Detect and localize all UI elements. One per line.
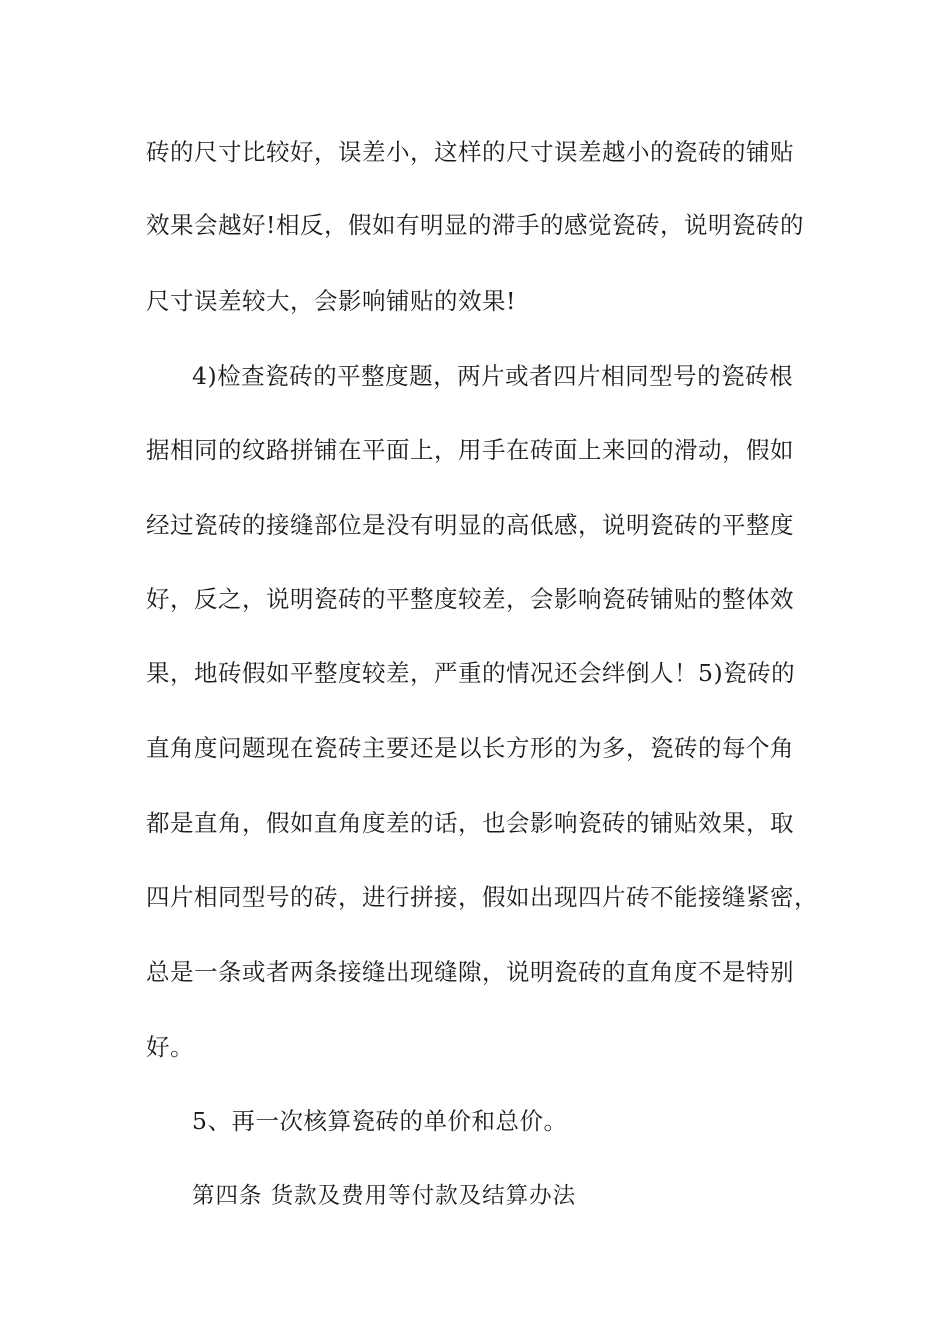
body-text-line: 4)检查瓷砖的平整度题，两片或者四片相同型号的瓷砖根 <box>192 362 794 390</box>
body-text-line: 砖的尺寸比较好，误差小，这样的尺寸误差越小的瓷砖的铺贴 <box>146 138 794 166</box>
body-text-line: 5、再一次核算瓷砖的单价和总价。 <box>192 1107 568 1135</box>
body-text-line: 总是一条或者两条接缝出现缝隙，说明瓷砖的直角度不是特别 <box>146 958 794 986</box>
body-text-line: 好。 <box>146 1033 194 1061</box>
body-text-line: 果，地砖假如平整度较差，严重的情况还会绊倒人！5)瓷砖的 <box>146 659 796 687</box>
body-text-line: 经过瓷砖的接缝部位是没有明显的高低感，说明瓷砖的平整度 <box>146 511 794 539</box>
body-text-line: 四片相同型号的砖，进行拼接，假如出现四片砖不能接缝紧密， <box>146 883 818 911</box>
body-text-line: 直角度问题现在瓷砖主要还是以长方形的为多，瓷砖的每个角 <box>146 734 794 762</box>
body-text-line: 据相同的纹路拼铺在平面上，用手在砖面上来回的滑动，假如 <box>146 436 794 464</box>
body-text-line: 尺寸误差较大，会影响铺贴的效果! <box>146 287 516 315</box>
body-text-line: 都是直角，假如直角度差的话，也会影响瓷砖的铺贴效果，取 <box>146 809 794 837</box>
body-text-line: 效果会越好!相反，假如有明显的滞手的感觉瓷砖，说明瓷砖的 <box>146 211 804 239</box>
section-heading: 第四条 货款及费用等付款及结算办法 <box>192 1183 577 1209</box>
body-text-line: 好，反之，说明瓷砖的平整度较差，会影响瓷砖铺贴的整体效 <box>146 585 794 613</box>
